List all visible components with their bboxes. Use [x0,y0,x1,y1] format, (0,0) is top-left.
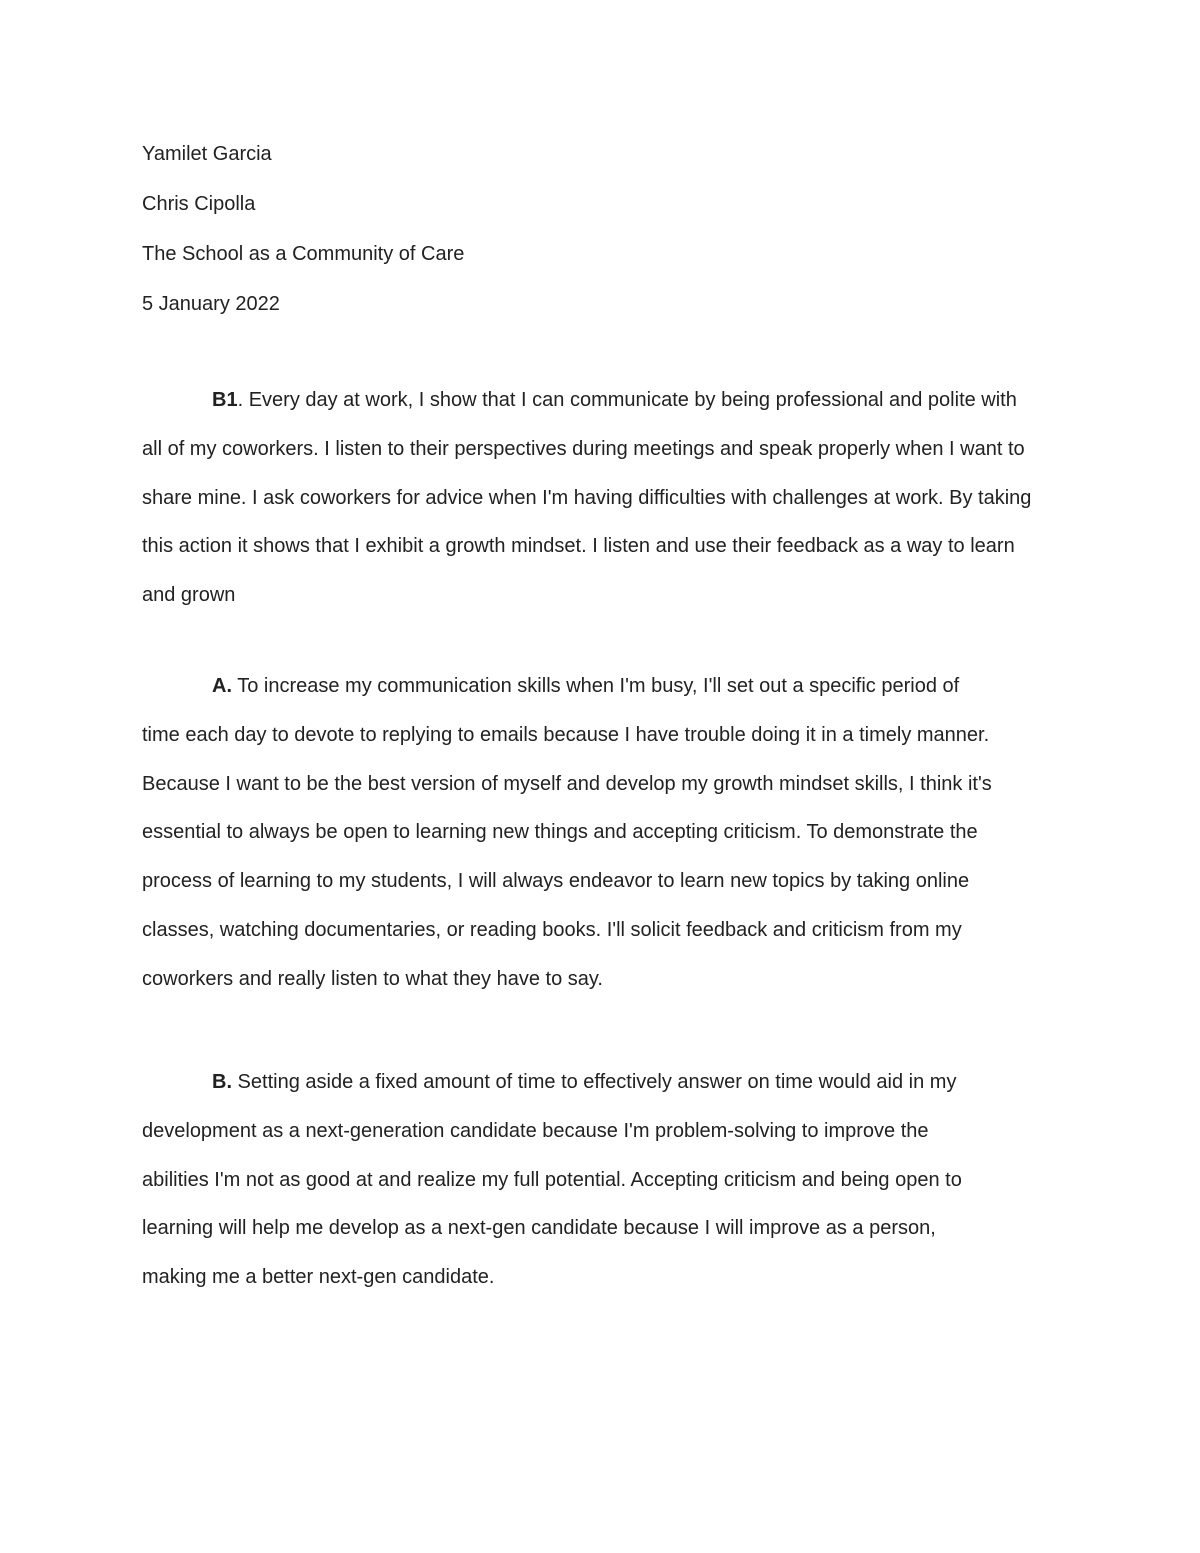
paragraph-line: all of my coworkers. I listen to their perspectives during meetings and speak properly when I want to [142,437,1025,460]
document-date: 5 January 2022 [142,293,280,315]
paragraph-line: making me a better next-gen candidate. [142,1266,495,1289]
paragraph-line [142,376,1072,425]
student-name: Yamilet Garcia [142,143,272,165]
paragraph-line: Because I want to be the best version of myself and develop my growth mindset skills, I think it's [142,772,992,795]
paragraph-text: Setting aside a fixed amount of time to effectively answer on time would aid in my [232,1071,957,1093]
section-b1-paragraph [142,376,1072,620]
paragraph-line: essential to always be open to learning new things and accepting criticism. To demonstrate the [142,821,978,844]
section-label: A. [212,675,232,697]
instructor-name: Chris Cipolla [142,193,256,215]
paragraph-line: classes, watching documentaries, or reading books. I'll solicit feedback and criticism from my [142,918,962,941]
paragraph-line: time each day to devote to replying to emails because I have trouble doing it in a timely manner. [142,723,990,746]
section-label: B. [212,1071,232,1093]
paragraph-line: learning will help me develop as a next-gen candidate because I will improve as a person, [142,1217,936,1240]
paragraph-line: abilities I'm not as good at and realize my full potential. Accepting criticism and being open to [142,1168,962,1191]
section-label: B1 [212,389,238,411]
paragraph-line: process of learning to my students, I will always endeavor to learn new topics by taking online [142,870,970,893]
paragraph-text: To increase my communication skills when I'm busy, I'll set out a specific period of [232,675,960,697]
paragraph-line [142,1058,1072,1107]
paragraph-line: and grown [142,584,236,607]
paragraph-line: development as a next-generation candidate because I'm problem-solving to improve the [142,1119,929,1142]
course-title: The School as a Community of Care [142,243,465,265]
section-b-paragraph [142,1058,1072,1302]
paragraph-line: this action it shows that I exhibit a growth mindset. I listen and use their feedback as a way to learn [142,535,1015,558]
section-a-paragraph [142,662,1072,1004]
paragraph-line: share mine. I ask coworkers for advice when I'm having difficulties with challenges at work. By taking [142,486,1032,509]
paragraph-line: coworkers and really listen to what they have to say. [142,967,603,990]
paragraph-text: . Every day at work, I show that I can communicate by being professional and polite with [237,389,1017,411]
paragraph-line [142,662,1072,711]
